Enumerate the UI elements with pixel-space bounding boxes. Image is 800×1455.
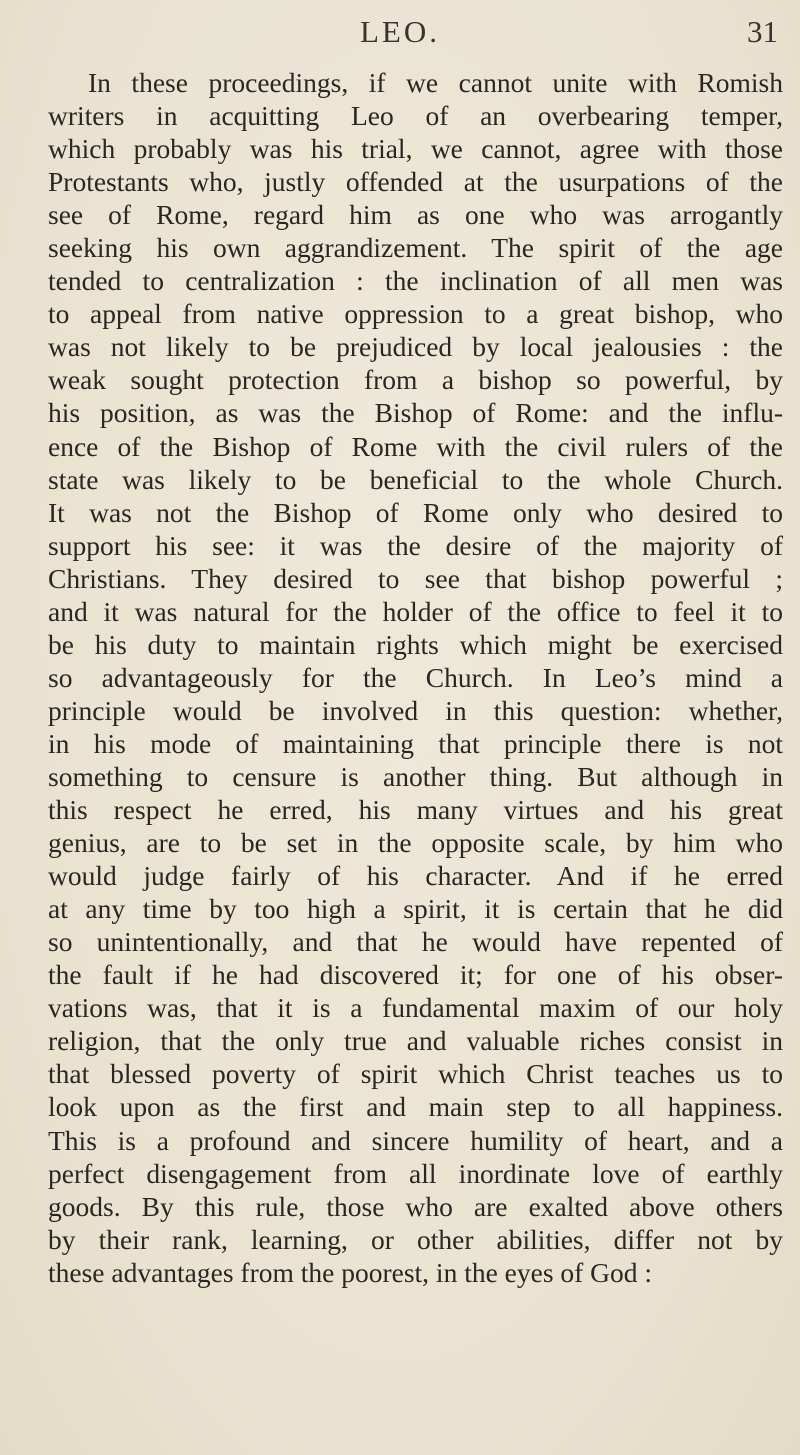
text-line: to appeal from native oppression to a great bishop, who	[48, 298, 783, 330]
running-head	[0, 14, 800, 58]
text-line: In these proceedings, if we cannot unite with Romish	[88, 67, 783, 98]
text-line: that blessed poverty of spirit which Christ teaches us to	[48, 1058, 783, 1090]
text-line: Christians. They desired to see that bishop powerful ;	[48, 562, 783, 594]
text-line: This is a profound and sincere humility of heart, and a	[48, 1124, 783, 1156]
text-line: genius, are to be set in the opposite scale, by him who	[48, 827, 783, 859]
text-line: goods. By this rule, those who are exalted above others	[48, 1190, 783, 1222]
text-line: ence of the Bishop of Rome with the civil rulers of the	[48, 430, 783, 462]
text-line: would judge fairly of his character. And if he erred	[48, 860, 783, 892]
text-line: in his mode of maintaining that principle there is not	[48, 727, 783, 759]
text-line: look upon as the first and main step to all happiness.	[48, 1091, 783, 1123]
text-line: his position, as was the Bishop of Rome: and the influ-	[48, 397, 783, 429]
text-line: the fault if he had discovered it; for one of his obser-	[48, 959, 783, 991]
text-line: perfect disengagement from all inordinate love of earthly	[48, 1157, 783, 1189]
text-line: this respect he erred, his many virtues and his great	[48, 794, 783, 826]
text-line: weak sought protection from a bishop so powerful, by	[48, 364, 783, 396]
text-line: writers in acquitting Leo of an overbearing temper,	[48, 100, 783, 132]
text-line: at any time by too high a spirit, it is certain that he did	[48, 893, 783, 925]
page-number: 31	[747, 14, 778, 49]
text-line: vations was, that it is a fundamental maxim of our holy	[48, 992, 783, 1024]
text-line: It was not the Bishop of Rome only who desired to	[48, 496, 783, 528]
text-line: see of Rome, regard him as one who was arrogantly	[48, 199, 783, 231]
text-line: which probably was his trial, we cannot, agree with those	[48, 133, 783, 165]
text-line: by their rank, learning, or other abilities, differ not by	[48, 1223, 783, 1255]
text-line: something to censure is another thing. But although in	[48, 760, 783, 792]
text-line: state was likely to be beneficial to the whole Church.	[48, 463, 783, 495]
text-line: support his see: it was the desire of the majority of	[48, 529, 783, 561]
text-line: and it was natural for the holder of the office to feel it to	[48, 595, 783, 627]
text-line: principle would be involved in this question: whether,	[48, 694, 783, 726]
running-title: LEO.	[359, 14, 440, 49]
text-line: Protestants who, justly offended at the usurpations of the	[48, 166, 783, 198]
text-line: be his duty to maintain rights which might be exercised	[48, 628, 783, 660]
body-text	[48, 66, 783, 1289]
text-line: these advantages from the poorest, in the eyes of God :	[48, 1256, 653, 1288]
text-line: so advantageously for the Church. In Leo’s mind a	[48, 661, 783, 693]
text-line: was not likely to be prejudiced by local jealousies : the	[48, 331, 783, 363]
text-line: seeking his own aggrandizement. The spirit of the age	[48, 232, 783, 264]
text-line: religion, that the only true and valuable riches consist in	[48, 1025, 783, 1057]
text-line: tended to centralization : the inclination of all men was	[48, 265, 783, 297]
text-line: so unintentionally, and that he would have repented of	[48, 926, 783, 958]
